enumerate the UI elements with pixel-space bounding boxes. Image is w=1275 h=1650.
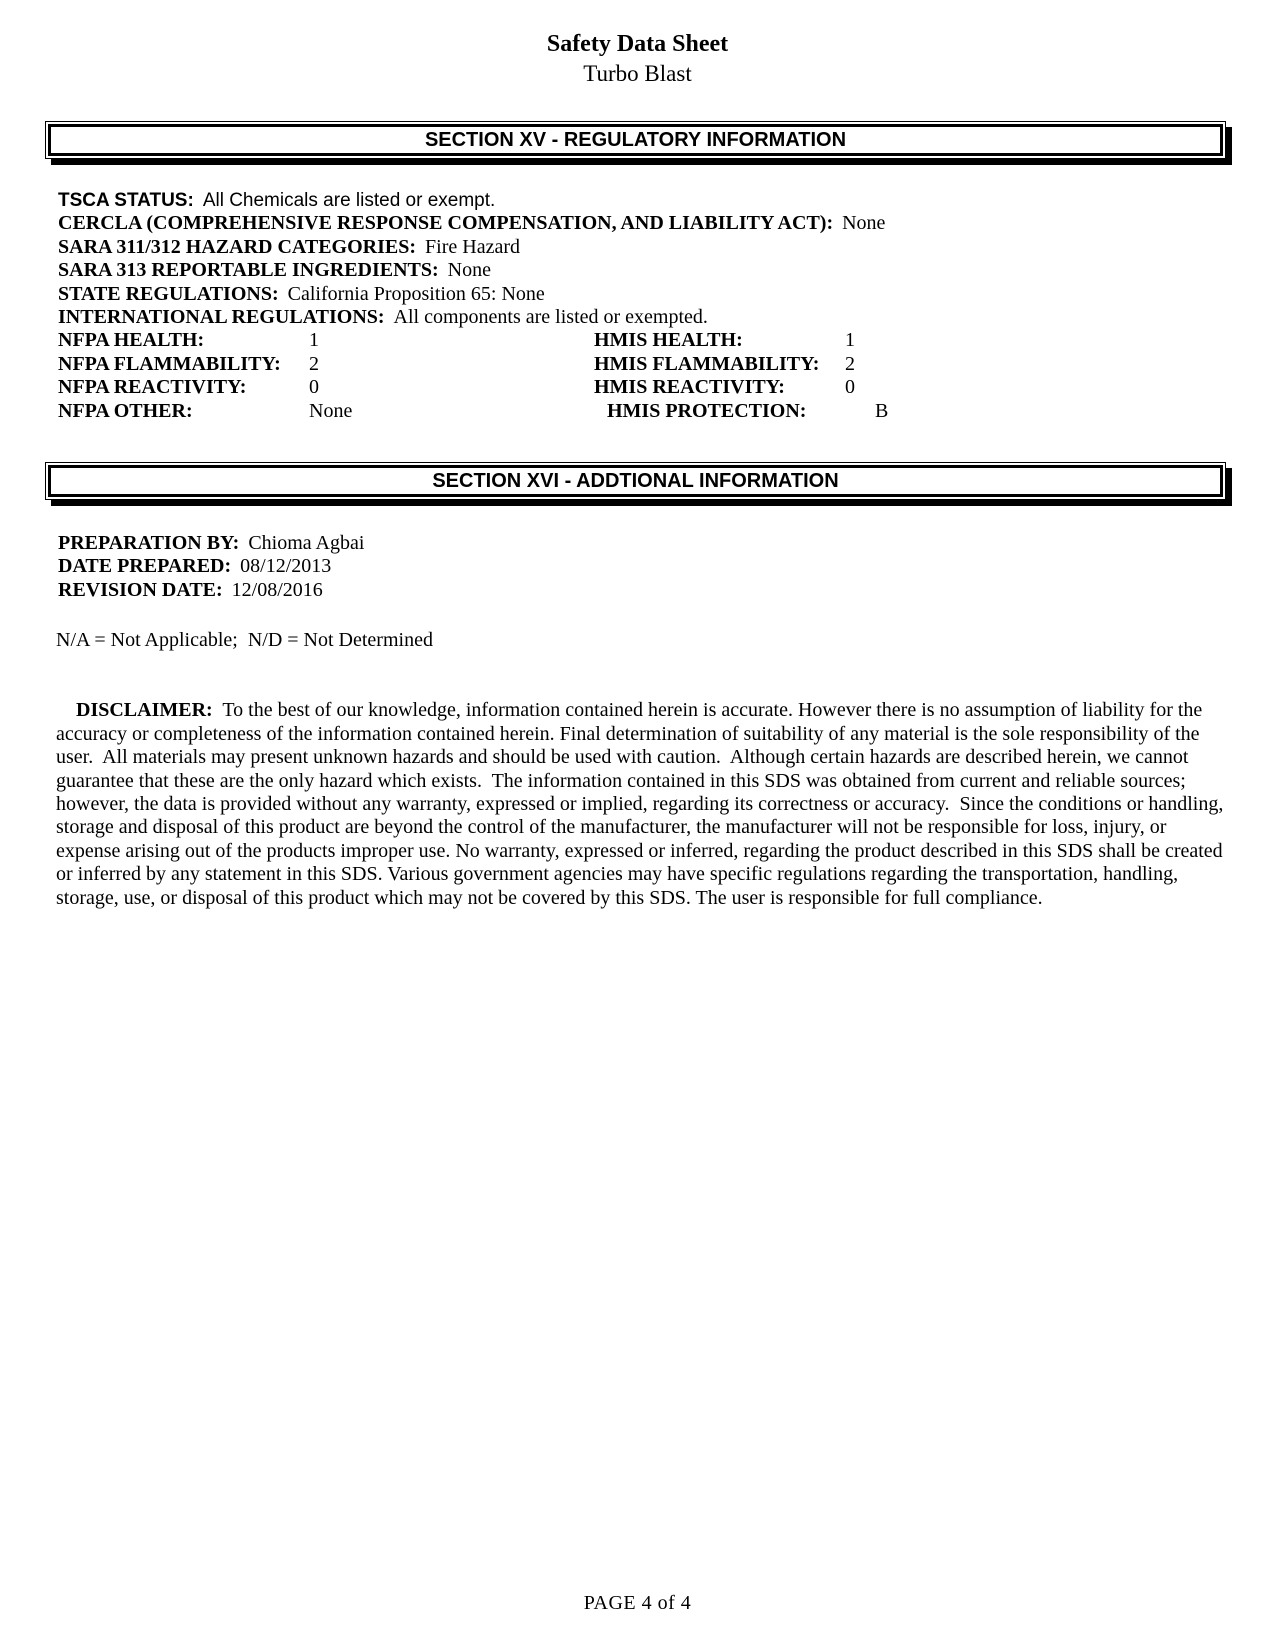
- field-value: All Chemicals are listed or exempt.: [202, 190, 496, 211]
- nfpa-reactivity-label: NFPA REACTIVITY:: [58, 376, 247, 399]
- international-regulations-line: [58, 306, 1233, 329]
- field-value: 08/12/2013: [240, 555, 332, 578]
- hmis-flammability-label: HMIS FLAMMABILITY:: [594, 352, 820, 375]
- page-number: PAGE 4 of 4: [583, 1592, 692, 1614]
- revision-date-line: [58, 579, 364, 602]
- field-label: REVISION DATE:: [58, 578, 223, 601]
- state-regulations-line: [58, 283, 1233, 306]
- field-value: All components are listed or exempted.: [393, 306, 708, 329]
- hmis-protection-label: HMIS PROTECTION:: [607, 399, 807, 422]
- field-value: Chioma Agbai: [248, 532, 365, 554]
- field-label: INTERNATIONAL REGULATIONS:: [58, 306, 385, 329]
- reactivity-rating-row: [58, 376, 1233, 399]
- product-name: Turbo Blast: [583, 61, 692, 86]
- field-value: 12/08/2016: [231, 578, 323, 601]
- hmis-reactivity-value: 0: [845, 376, 855, 399]
- flammability-rating-row: [58, 353, 1233, 376]
- regulatory-info-block: [58, 189, 1233, 423]
- section-xv-title: SECTION XV - REGULATORY INFORMATION: [48, 124, 1223, 156]
- section-xvi-header-box: [45, 462, 1226, 500]
- hmis-health-label: HMIS HEALTH:: [594, 329, 743, 352]
- field-value: None: [447, 259, 491, 282]
- nfpa-other-value: None: [309, 399, 353, 422]
- section-xvi-title: SECTION XVI - ADDTIONAL INFORMATION: [48, 465, 1223, 497]
- hmis-protection-value: B: [875, 399, 889, 422]
- nfpa-reactivity-value: 0: [309, 376, 319, 399]
- field-label: TSCA STATUS:: [58, 190, 194, 211]
- hmis-flammability-value: 2: [845, 352, 855, 375]
- nfpa-health-value: 1: [309, 329, 319, 352]
- disclaimer-paragraph: [56, 676, 1233, 933]
- abbreviation-note: N/A = Not Applicable; N/D = Not Determined: [56, 629, 433, 651]
- date-prepared-line: [58, 555, 364, 578]
- field-label: STATE REGULATIONS:: [58, 282, 279, 305]
- field-label: DATE PREPARED:: [58, 555, 232, 578]
- nfpa-other-label: NFPA OTHER:: [58, 399, 193, 422]
- cercla-line: [58, 212, 1233, 235]
- hmis-health-value: 1: [845, 329, 855, 352]
- field-label: SARA 311/312 HAZARD CATEGORIES:: [58, 235, 417, 258]
- section-xv-header-box: [45, 121, 1226, 159]
- preparation-by-line: [58, 532, 364, 555]
- document-title: Safety Data Sheet: [546, 31, 729, 57]
- disclaimer-label: DISCLAIMER:: [76, 699, 213, 722]
- nfpa-health-label: NFPA HEALTH:: [58, 329, 205, 352]
- other-protection-rating-row: [58, 400, 1233, 423]
- sara-311-312-line: [58, 236, 1233, 259]
- field-label: PREPARATION BY:: [58, 532, 240, 554]
- field-label: SARA 313 REPORTABLE INGREDIENTS:: [58, 259, 439, 282]
- preparation-info-block: [58, 532, 364, 602]
- field-value: Fire Hazard: [425, 235, 520, 258]
- sara-313-line: [58, 259, 1233, 282]
- field-value: None: [842, 212, 886, 235]
- tsca-status-line: [58, 189, 1233, 212]
- field-label: CERCLA (COMPREHENSIVE RESPONSE COMPENSATION, AND LIABILITY ACT):: [58, 212, 834, 235]
- field-value: California Proposition 65: None: [287, 282, 545, 305]
- nfpa-flammability-value: 2: [309, 352, 319, 375]
- disclaimer-text: To the best of our knowledge, information contained herein is accurate. However there is no assumption of liability for the accuracy or completeness of the information contained herein. Final determination of suitability of any material is the sole responsibility of the user. All materials may present unknown hazards and should be used with caution. Although certain hazards are described herein, we cannot guarantee that these are the only hazard which exists. The information contained in this SDS was obtained from current and reliable sources; however, the data is provided without any warranty, expressed or implied, regarding its correctness or accuracy. Since the conditions or handling, storage and disposal of this product are beyond the control of the manufacturer, the manufacturer will not be responsible for loss, injury, or expense arising out of the products improper use. No warranty, expressed or inferred, regarding the product described in this SDS shall be created or inferred by any statement in this SDS. Various government agencies may have specific regulations regarding the transportation, handling, storage, use, or disposal of this product which may not be covered by this SDS. The user is responsible for full compliance.: [56, 699, 1229, 909]
- hmis-reactivity-label: HMIS REACTIVITY:: [594, 376, 785, 399]
- document-header: [0, 29, 1275, 89]
- health-rating-row: [58, 329, 1233, 352]
- nfpa-flammability-label: NFPA FLAMMABILITY:: [58, 352, 281, 375]
